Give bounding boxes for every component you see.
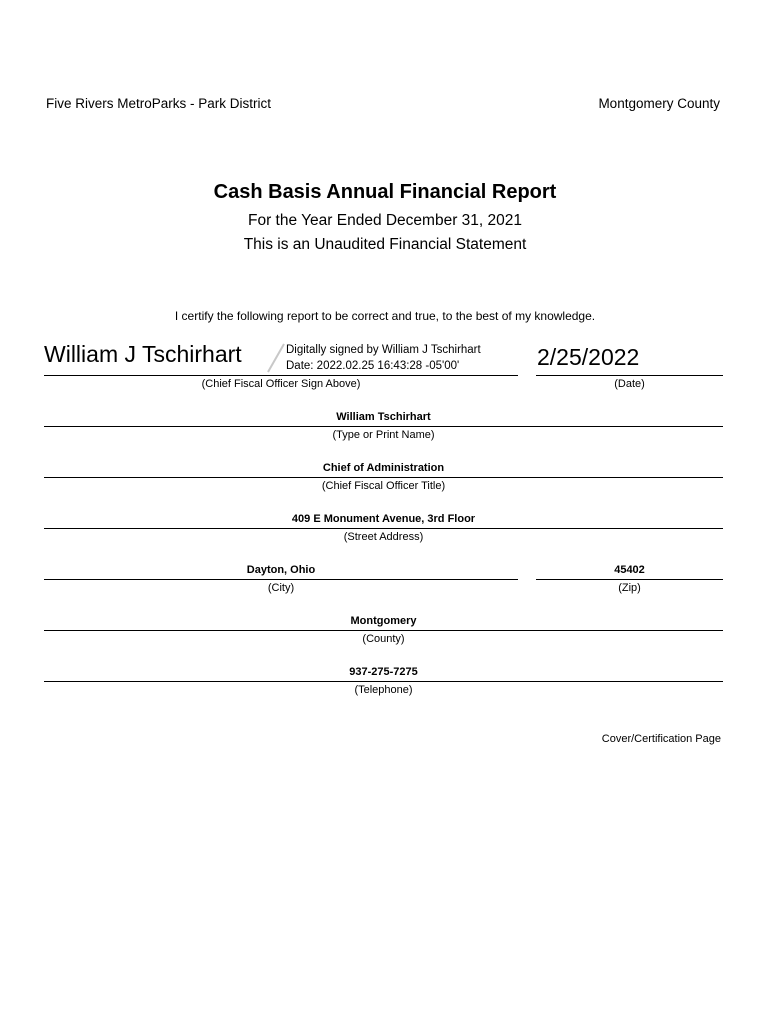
report-title: Cash Basis Annual Financial Report [213,181,557,203]
county-line [44,630,723,631]
date-caption: (Date) [614,378,645,390]
report-subtitle-unaudited: This is an Unaudited Financial Statement [243,236,527,253]
certification-statement: I certify the following report to be correct and true, to the best of my knowledge. [174,309,596,323]
zip-caption: (Zip) [618,582,641,594]
signature-name: William J Tschirhart [44,341,242,367]
officer-title-caption: (Chief Fiscal Officer Title) [321,480,446,492]
printed-name-value: William Tschirhart [336,411,431,423]
digital-signature-line2: Date: 2022.02.25 16:43:28 -05'00' [286,360,460,372]
page-label: Cover/Certification Page [601,733,721,745]
street-address-caption: (Street Address) [343,531,424,543]
date-line [536,375,723,376]
city-caption: (City) [267,582,295,594]
zip-value: 45402 [614,564,645,576]
city-value: Dayton, Ohio [246,564,316,576]
telephone-value: 937-275-7275 [349,666,418,678]
signature-line [44,375,518,376]
printed-name-line [44,426,723,427]
entity-name: Five Rivers MetroParks - Park District [46,96,272,111]
street-address-value: 409 E Monument Avenue, 3rd Floor [291,513,476,525]
street-address-line [44,528,723,529]
telephone-line [44,681,723,682]
county-header: Montgomery County [598,96,720,111]
county-value: Montgomery [350,615,417,627]
zip-line [536,579,723,580]
report-subtitle-year: For the Year Ended December 31, 2021 [247,212,523,229]
officer-title-line [44,477,723,478]
telephone-caption: (Telephone) [354,684,413,696]
digital-signature-line1: Digitally signed by William J Tschirhart [286,344,481,356]
city-line [44,579,518,580]
printed-name-caption: (Type or Print Name) [332,429,435,441]
signature-caption: (Chief Fiscal Officer Sign Above) [201,378,361,390]
county-caption: (County) [362,633,405,645]
signature-date: 2/25/2022 [537,344,640,370]
officer-title-value: Chief of Administration [322,462,445,474]
